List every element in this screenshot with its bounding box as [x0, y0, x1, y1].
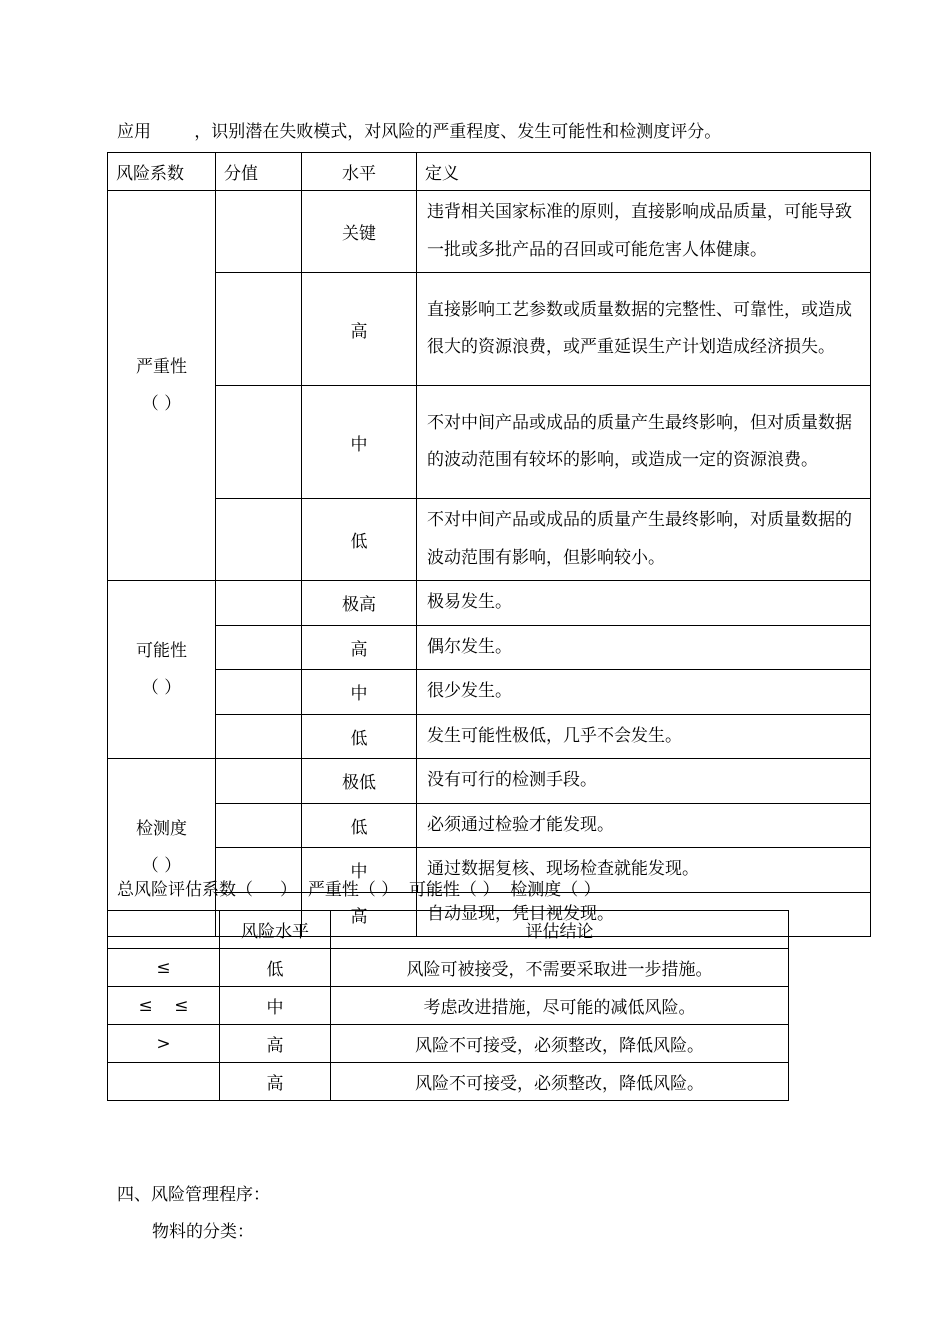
level-cell: 极低	[302, 759, 417, 804]
risk-level-cell: 低	[220, 949, 331, 987]
table-row	[108, 987, 789, 1025]
severity-cell	[108, 191, 216, 581]
score-cell	[216, 670, 302, 715]
score-cell	[216, 803, 302, 848]
table-row	[108, 803, 871, 848]
table-header-row	[108, 153, 871, 191]
level-cell: 低	[302, 499, 417, 581]
table-row	[108, 714, 871, 759]
score-cell	[216, 386, 302, 499]
range-cell: ≤ ≤	[108, 987, 220, 1025]
level-cell: 高	[302, 892, 417, 937]
definition-cell: 自动显现，凭目视发现。	[417, 892, 871, 937]
probability-cell	[108, 581, 216, 759]
score-cell	[216, 191, 302, 273]
table-row	[108, 949, 789, 987]
total-risk-line: 总风险评估系数（ ） 严重性（ ） 可能性（ ） 检测度（ ）	[117, 880, 601, 900]
table-row	[108, 581, 871, 626]
header-score: 分值	[216, 153, 302, 191]
definition-cell: 不对中间产品或成品的质量产生最终影响，但对质量数据的波动范围有较坏的影响，或造成一定的资源浪费。	[417, 386, 871, 499]
level-cell: 关键	[302, 191, 417, 273]
definition-cell: 通过数据复核、现场检查就能发现。	[417, 848, 871, 893]
severity-label: 严重性	[136, 356, 187, 377]
risk-level-cell: 高	[220, 1063, 331, 1101]
level-cell: 低	[302, 803, 417, 848]
header-level: 水平	[302, 153, 417, 191]
score-cell	[216, 759, 302, 804]
probability-paren: （ ）	[141, 677, 182, 698]
definition-cell: 违背相关国家标准的原则，直接影响成品质量，可能导致一批或多批产品的召回或可能危害人体健康。	[417, 191, 871, 273]
severity-paren: （ ）	[141, 393, 182, 414]
definition-cell: 必须通过检验才能发现。	[417, 803, 871, 848]
risk-coefficient-table	[107, 152, 871, 937]
table-row	[108, 386, 871, 499]
score-cell	[216, 581, 302, 626]
definition-cell: 发生可能性极低，几乎不会发生。	[417, 714, 871, 759]
probability-label: 可能性	[136, 640, 187, 661]
table-row	[108, 759, 871, 804]
score-cell	[216, 499, 302, 581]
table-row	[108, 1063, 789, 1101]
definition-cell: 很少发生。	[417, 670, 871, 715]
risk-level-cell: 中	[220, 987, 331, 1025]
definition-cell: 极易发生。	[417, 581, 871, 626]
level-cell: 高	[302, 625, 417, 670]
header-risk-level: 风险水平	[220, 911, 331, 949]
risk-level-cell: 高	[220, 1025, 331, 1063]
conclusion-cell: 风险可被接受，不需要采取进一步措施。	[331, 949, 789, 987]
score-cell	[216, 625, 302, 670]
header-definition: 定义	[417, 153, 871, 191]
definition-cell: 不对中间产品或成品的质量产生最终影响，对质量数据的波动范围有影响，但影响较小。	[417, 499, 871, 581]
header-conclusion: 评估结论	[331, 911, 789, 949]
table-row	[108, 670, 871, 715]
score-cell	[216, 714, 302, 759]
range-cell: >	[108, 1025, 220, 1063]
conclusion-cell: 风险不可接受，必须整改，降低风险。	[331, 1063, 789, 1101]
table-row	[108, 625, 871, 670]
intro-text: 应用 ，识别潜在失败模式，对风险的严重程度、发生可能性和检测度评分。	[117, 122, 722, 142]
range-cell: ≤	[108, 949, 220, 987]
level-cell: 高	[302, 273, 417, 386]
header-range	[108, 911, 220, 949]
table-row	[108, 273, 871, 386]
subsection-title: 物料的分类：	[152, 1222, 254, 1242]
level-cell: 低	[302, 714, 417, 759]
detection-label: 检测度	[136, 818, 187, 839]
definition-cell: 偶尔发生。	[417, 625, 871, 670]
conclusion-cell: 风险不可接受，必须整改，降低风险。	[331, 1025, 789, 1063]
section-title: 四、风险管理程序：	[117, 1185, 270, 1205]
table-row	[108, 191, 871, 273]
level-cell: 极高	[302, 581, 417, 626]
definition-cell: 直接影响工艺参数或质量数据的完整性、可靠性，或造成很大的资源浪费，或严重延误生产计划造成经济损失。	[417, 273, 871, 386]
table-header-row	[108, 911, 789, 949]
definition-cell: 没有可行的检测手段。	[417, 759, 871, 804]
score-cell	[216, 273, 302, 386]
header-risk-coefficient: 风险系数	[108, 153, 216, 191]
detection-paren: （ ）	[141, 855, 182, 876]
risk-level-table	[107, 910, 789, 1101]
table-row	[108, 1025, 789, 1063]
level-cell: 中	[302, 670, 417, 715]
conclusion-cell: 考虑改进措施，尽可能的减低风险。	[331, 987, 789, 1025]
table-row	[108, 499, 871, 581]
level-cell: 中	[302, 386, 417, 499]
range-cell	[108, 1063, 220, 1101]
level-cell: 中	[302, 848, 417, 893]
